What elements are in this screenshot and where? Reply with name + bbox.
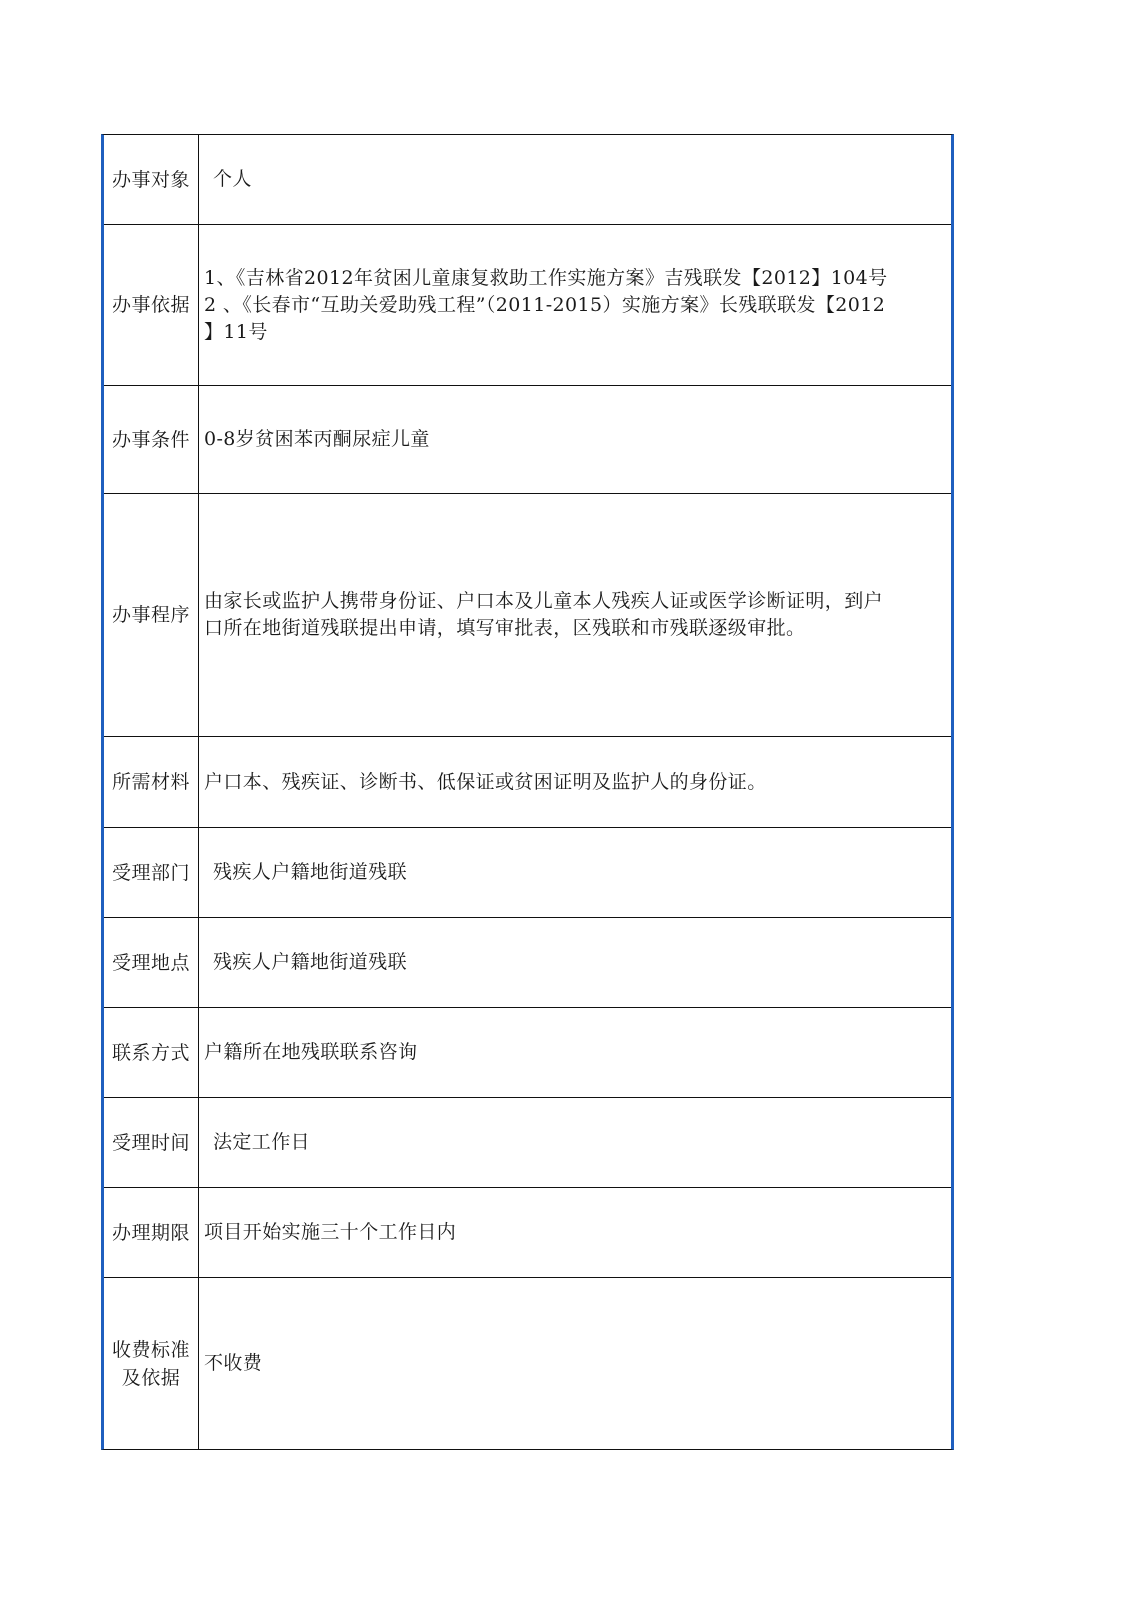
label-time-limit: 办理期限 [104, 1188, 199, 1277]
label-legal-basis: 办事依据 [104, 225, 199, 385]
label-procedure: 办事程序 [104, 494, 199, 736]
label-service-hours: 受理时间 [104, 1098, 199, 1187]
legal-basis-line: 】11号 [204, 320, 268, 343]
value-department: 残疾人户籍地街道残联 [213, 861, 408, 883]
procedure-line: 口所在地街道残联提出申请，填写审批表，区残联和市残联逐级审批。 [204, 617, 806, 639]
row-contact [104, 1008, 951, 1098]
row-fees [104, 1278, 951, 1449]
value-location: 残疾人户籍地街道残联 [213, 951, 408, 973]
fees-label-line: 收费标准 [111, 1338, 190, 1361]
row-legal-basis [104, 225, 951, 386]
value-conditions: 0-8岁贫困苯丙酮尿症儿童 [204, 428, 430, 450]
value-materials: 户口本、残疾证、诊断书、低保证或贫困证明及监护人的身份证。 [204, 770, 767, 793]
label-conditions: 办事条件 [104, 386, 199, 493]
service-info-table [101, 134, 954, 1450]
row-service-hours [104, 1098, 951, 1188]
row-materials [104, 737, 951, 828]
label-department: 受理部门 [104, 828, 199, 917]
row-conditions [104, 386, 951, 494]
value-procedure [199, 494, 951, 736]
value-legal-basis [199, 225, 951, 385]
row-location [104, 918, 951, 1008]
value-fees: 不收费 [204, 1352, 263, 1374]
row-procedure [104, 494, 951, 737]
label-contact: 联系方式 [104, 1008, 199, 1097]
row-service-target [104, 135, 951, 225]
row-time-limit [104, 1188, 951, 1278]
procedure-line: 由家长或监护人携带身份证、户口本及儿童本人残疾人证或医学诊断证明，到户 [204, 590, 884, 612]
fees-label-line: 及依据 [121, 1366, 181, 1389]
row-department [104, 828, 951, 918]
value-contact: 户籍所在地残联联系咨询 [204, 1041, 418, 1063]
value-service-hours: 法定工作日 [213, 1131, 311, 1153]
value-time-limit: 项目开始实施三十个工作日内 [204, 1221, 457, 1243]
label-location: 受理地点 [104, 918, 199, 1007]
value-service-target: 个人 [213, 168, 252, 190]
legal-basis-line: 1、《吉林省2012年贫困儿童康复救助工作实施方案》吉残联发【2012】104号 [204, 266, 888, 289]
label-fees [104, 1278, 199, 1449]
label-service-target: 办事对象 [104, 135, 199, 224]
label-materials: 所需材料 [104, 737, 199, 827]
legal-basis-line: 2 、《长春市“互助关爱助残工程”（2011-2015）实施方案》长残联联发【2012 [204, 293, 886, 316]
